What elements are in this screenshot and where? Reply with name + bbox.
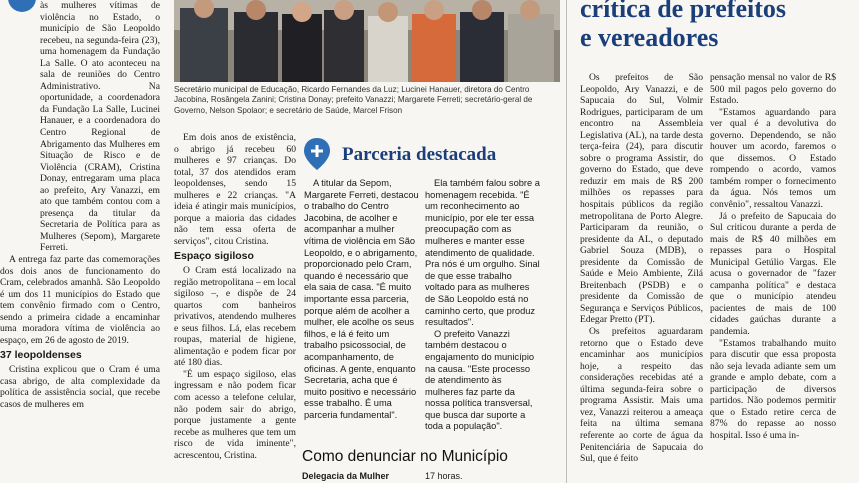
col5-paragraph-1: Os prefeitos de São Leopoldo, Ary Vanazzi, e de Sapucaia do Sul, Volmir Rodrigues, participaram de um encontro na Assembleia Legislativa (AL), na tarde desta terça-feira (24), para discutir sobre o programa Assistir, do governo do Estado, que deve reduzir em mais de R$ 200 milhões os repasses para hospitais públicos da região metropolitana de Porto Alegre. Participaram da reunião, o presidente da AL, o deputado Gabriel Souza (MDB), o presidente da Comissão de Saúde e Meio Ambiente, Zilá Breitenbach (PSDB) e o presidente da Comissão de Segurança e Serviços Públicos, Edegar Pretto (PT). xyxy=(580,72,703,326)
group-photo-illustration xyxy=(174,0,560,82)
col6-paragraph-1: pensação mensal no valor de R$ 500 mil pagos pelo governo do Estado. xyxy=(710,72,836,107)
col4-paragraph-2: O prefeito Vanazzi também destacou o engajamento do município na causa. "Este processo de atendimento às mulheres faz parte da nossa política transversal, que busca dar suporte a toda a população". xyxy=(425,328,535,432)
box-item-delegacia: Delegacia da Mulher xyxy=(302,471,390,481)
col2-paragraph-3: "É um espaço sigiloso, elas ingressam e não podem ficar com acesso a telefone celular, não podem sair do abrigo, porque justamente a gente recebe as mulheres que tem um risco de vida iminente", acrescentou, Cristina. xyxy=(174,368,296,461)
location-pin-icon xyxy=(302,137,332,176)
col1-paragraph-2: A entrega faz parte das comemorações dos dois anos de funcionamento do Cram, celebrados amanhã. São Leopoldo é um dos 11 municípios do Estado que tem convênio firmado com o Centro, sendo a primeira cidade a encaminhar uma moradora vítima de violência ao espaço, em 26 de agosto de 2019. xyxy=(0,254,160,346)
subhead-parceria-destacada: Parceria destacada xyxy=(342,144,497,165)
box-item-hours: 17 horas. xyxy=(425,471,463,481)
col2-paragraph-1: Em dois anos de existência, o abrigo já recebeu 60 mulheres e 97 crianças. Do total, 37 dos atendidos eram leopoldenses, sendo 15 mulheres e 22 crianças. "A ideia é atingir mais municípios, porque a maioria das cidades não tem essa oferta de serviços", citou Cristina. xyxy=(174,132,296,247)
article-column-1 xyxy=(0,0,160,410)
column-divider xyxy=(566,0,567,483)
headline-line-2: e vereadores xyxy=(580,23,719,52)
right-headline xyxy=(580,0,786,52)
article-column-6 xyxy=(710,72,836,442)
subhead-espaco-sigiloso: Espaço sigiloso xyxy=(174,250,254,263)
col2-paragraph-2: O Cram está localizado na região metropolitana – em local sigiloso –, e dispõe de 24 quartos com banheiros privativos, atendendo mulheres e seus filhos. Lá, elas recebem roupas, material de higiene, alimentação e podem ficar por até 180 dias. xyxy=(174,265,297,369)
col5-paragraph-2: Os prefeitos aguardaram retorno que o Estado deve encaminhar aos municípios hoje, a respeito das considerações recebidas até a última segunda-feira sobre o programa Assistir. Mais uma vez, Vanazzi reiterou a ameaça feita na última semana referente ao corte de água da Penitenciária de Sapucaia do Sul, que é feito xyxy=(580,326,703,465)
col1-paragraph-1: às mulheres vítimas de violência no Estado, o município de São Leopoldo recebeu, na segunda-feira (23), uma homenagem da Fundação La Salle. O ato aconteceu na sala de reuniões do Centro Administrativo. Na oportunidade, a coordenadora da Fundação La Salle, Lucinei Hanauer, e a coordenadora do Centro Regional de Abrigamento das Mulheres em Situação de Risco e de Violência (CRAM), Cristina Donay, entregaram uma placa ao prefeito, Ary Vanazzi, em ato que também contou com a presença da titular da Secretaria de Política para as Mulheres (Sepom), Margarete Ferreti. xyxy=(40,0,160,254)
box-title-como-denunciar: Como denunciar no Município xyxy=(302,448,508,465)
col3-paragraph-1: A titular da Sepom, Margarete Ferreti, destacou o trabalho do Centro Jacobina, de acolher e acompanhar a mulher vítima de violência em São Leopoldo, e o abrigamento, proporcionado pelo Cram, quando é necessário que ela saia de casa. "É muito importante essa parceria, porque além de acolher a mulher, ele acolhe os seus filhos, e lá é feito um trabalho psicossocial, de acompanhamento, de oficinas. A gente, enquanto Secretaria, acha que é muito positivo e necessário esse trabalho. É uma parceria fundamental". xyxy=(304,178,419,420)
col6-paragraph-3: Já o prefeito de Sapucaia do Sul criticou durante a perda de mais de R$ 40 milhões em repasses para o Hospital Municipal Getúlio Vargas. Ele acusa o governador de "fazer campanha política" e destaca que o município atendeu pacientes de mais de 100 cidades gaúchas durante a pandemia. xyxy=(710,210,836,338)
article-column-3 xyxy=(304,178,419,421)
col6-paragraph-4: "Estamos trabalhando muito para discutir que essa proposta não seja levada adiante sem um grande e amplo debate, com a participação de diversos partidos. Não podemos permitir que o Estado retire cerca de 87% do repasse ao nosso hospital. Isso é uma in- xyxy=(710,337,836,441)
col4-paragraph-1: Ela também falou sobre a homenagem recebida. "É um reconhecimento ao município, por ele ter essa preocupação com as mulheres e manter esse atendimento de qualidade. Pra nós é um orgulho. Sinal de que esse trabalho voltado para as mulheres de São Leopoldo está no caminho certo, que produz resultados". xyxy=(425,178,540,328)
col6-paragraph-2: "Estamos aguardando para ver qual é a devolutiva do governo. Dependendo, se não houver um acordo, faremos o que dissemos. O Estado rompendo o acordo, vamos também romper o fornecimento da água. Nós temos um convênio", ressaltou Vanazzi. xyxy=(710,106,836,211)
col1-paragraph-3: Cristina explicou que o Cram é uma casa abrigo, de alta complexidade da política de assistência social, que recebe casos de mulheres em xyxy=(0,363,160,410)
group-photo xyxy=(174,0,560,82)
headline-line-1: crítica de prefeitos xyxy=(580,0,786,23)
article-column-5 xyxy=(580,72,703,465)
subhead-37-leopoldenses: 37 leopoldenses xyxy=(0,349,82,362)
article-column-4 xyxy=(425,178,541,433)
photo-caption: Secretário municipal de Educação, Ricardo Fernandes da Luz; Lucinei Hanauer, diretora do Centro Jacobina, Rosângela Zanini; Cristina Donay; prefeito Vanazzi; Margarete Ferreti; secretário-geral de Governo, Nelson Spolaor; e secretário de Saúde, Marcel Frison xyxy=(174,85,533,115)
article-column-2 xyxy=(174,132,296,461)
